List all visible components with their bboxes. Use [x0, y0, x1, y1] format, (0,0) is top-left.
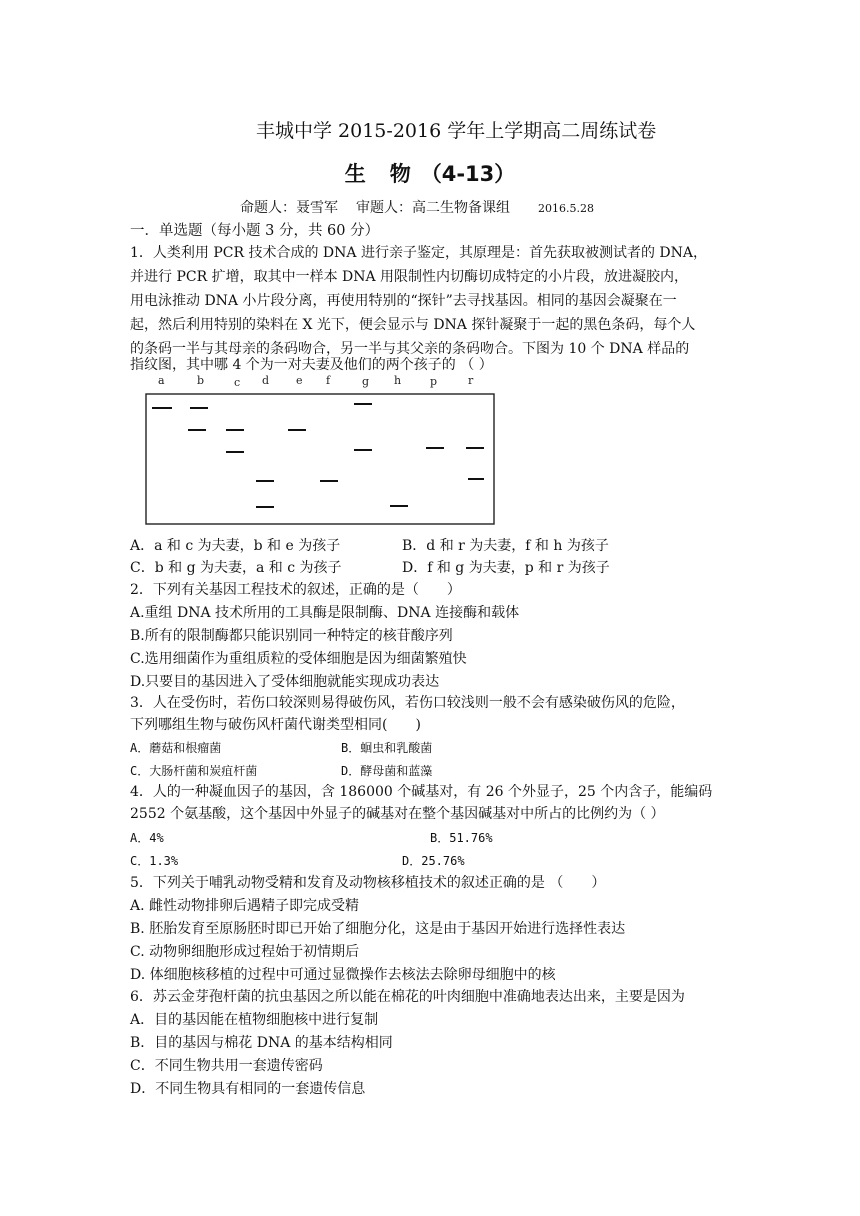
q5-option-d: D. 体细胞核移植的过程中可通过显微操作去核法去除卵母细胞中的核: [130, 967, 556, 983]
q4-option-a: A．4%: [130, 831, 164, 845]
lane-label-d: d: [262, 374, 270, 387]
subject-code: （4-13）: [420, 162, 516, 186]
q3-line-2: 下列哪组生物与破伤风杆菌代谢类型相同( ): [130, 717, 421, 733]
q4-option-b: B．51.76%: [430, 831, 493, 845]
q3-line-1: 3．人在受伤时，若伤口较深则易得破伤风，若伤口较浅则一般不会有感染破伤风的危险，: [130, 695, 685, 711]
q1-option-a: A．a 和 c 为夫妻，b 和 e 为孩子: [130, 538, 341, 554]
q1-line-3: 用电泳推动 DNA 小片段分离，再使用特别的“探针”去寻找基因。相同的基因会凝聚在一: [130, 293, 677, 309]
q2-option-d: D.只要目的基因进入了受体细胞就能实现成功表达: [130, 674, 440, 690]
lane-label-p: p: [430, 375, 438, 388]
q6-stem: 6．苏云金芽孢杆菌的抗虫基因之所以能在棉花的叶肉细胞中准确地表达出来，主要是因为: [130, 989, 685, 1005]
lane-label-r: r: [468, 374, 474, 387]
q6-option-c: C．不同生物共用一套遗传密码: [130, 1058, 323, 1074]
lane-label-f: f: [326, 374, 331, 387]
q5-option-b: B. 胚胎发育至原肠胚时即已开始了细胞分化，这是由于基因开始进行选择性表达: [130, 921, 626, 937]
q2-stem: 2．下列有关基因工程技术的叙述，正确的是（ ）: [130, 582, 461, 598]
q6-option-a: A．目的基因能在植物细胞核中进行复制: [130, 1012, 379, 1028]
author-line: [240, 197, 594, 217]
q4-line-2: 2552 个氨基酸，这个基因中外显子的碱基对在整个基因碱基对中所占的比例约为（ ）: [130, 806, 665, 822]
subject-heading: [0, 158, 860, 188]
q5-option-c: C. 动物卵细胞形成过程始于初情期后: [130, 944, 360, 960]
q2-option-a: A.重组 DNA 技术所用的工具酶是限制酶、DNA 连接酶和载体: [130, 605, 520, 621]
lane-label-a: a: [158, 374, 165, 387]
q3-option-a: A．蘑菇和根瘤菌: [130, 741, 222, 755]
setter: 命题人：聂雪军: [240, 200, 338, 216]
lane-label-e: e: [296, 374, 303, 387]
lane-label-h: h: [394, 374, 402, 387]
q3-option-d: D．酵母菌和蓝藻: [341, 764, 433, 778]
q4-option-d: D．25.76%: [402, 854, 465, 868]
exam-date: 2016.5.28: [538, 202, 594, 215]
q2-option-b: B.所有的限制酶都只能识别同一种特定的核苷酸序列: [130, 628, 453, 644]
q1-line-1: 1．人类利用 PCR 技术合成的 DNA 进行亲子鉴定，其原理是：首先获取被测试者的 DNA，: [130, 245, 707, 261]
q4-line-1: 4．人的一种凝血因子的基因，含 186000 个碱基对，有 26 个外显子，25 个内含子，能编码: [130, 784, 713, 800]
q5-stem: 5．下列关于哺乳动物受精和发育及动物核移植技术的叙述正确的是 （ ）: [130, 875, 606, 891]
subject-name-char2: 物: [389, 162, 411, 186]
gel-frame: [146, 394, 494, 524]
q2-option-c: C.选用细菌作为重组质粒的受体细胞是因为细菌繁殖快: [130, 651, 467, 667]
q1-option-c: C．b 和 g 为夫妻，a 和 c 为孩子: [130, 560, 342, 576]
q1-option-d: D．f 和 g 为夫妻，p 和 r 为孩子: [402, 560, 610, 576]
reviewer: 审题人：高二生物备课组: [356, 200, 510, 216]
section-heading: 一．单选题（每小题 3 分，共 60 分）: [130, 223, 380, 239]
q5-option-a: A. 雌性动物排卵后遇精子即完成受精: [130, 898, 360, 914]
q1-option-b: B．d 和 r 为夫妻，f 和 h 为孩子: [402, 538, 609, 554]
q1-line-4: 起，然后利用特别的染料在 X 光下，便会显示与 DNA 探针凝聚于一起的黑色条码，每个人: [130, 317, 696, 333]
exam-title: 丰城中学 2015-2016 学年上学期高二周练试卷: [256, 120, 657, 142]
dna-fingerprint-figure: [140, 372, 500, 532]
q1-line-5: 的条码一半与其母亲的条码吻合，另一半与其父亲的条码吻合。下图为 10 个 DNA 样品的: [130, 341, 690, 357]
q3-option-b: B．蛔虫和乳酸菌: [341, 741, 433, 755]
q4-option-c: C．1.3%: [130, 854, 179, 868]
q3-option-c: C．大肠杆菌和炭疽杆菌: [130, 764, 258, 778]
lane-label-b: b: [197, 374, 205, 387]
q6-option-b: B．目的基因与棉花 DNA 的基本结构相同: [130, 1035, 393, 1051]
q1-line-2: 并进行 PCR 扩增，取其中一样本 DNA 用限制性内切酶切成特定的小片段，放进凝胶内，: [130, 269, 689, 285]
lane-label-g: g: [362, 375, 370, 388]
q1-line-6: 指纹图，其中哪 4 个为一对夫妻及他们的两个孩子的 （ ）: [130, 357, 493, 373]
q6-option-d: D．不同生物具有相同的一套遗传信息: [130, 1081, 366, 1097]
subject-name-char1: 生: [344, 162, 366, 186]
lane-label-c: c: [234, 376, 241, 389]
